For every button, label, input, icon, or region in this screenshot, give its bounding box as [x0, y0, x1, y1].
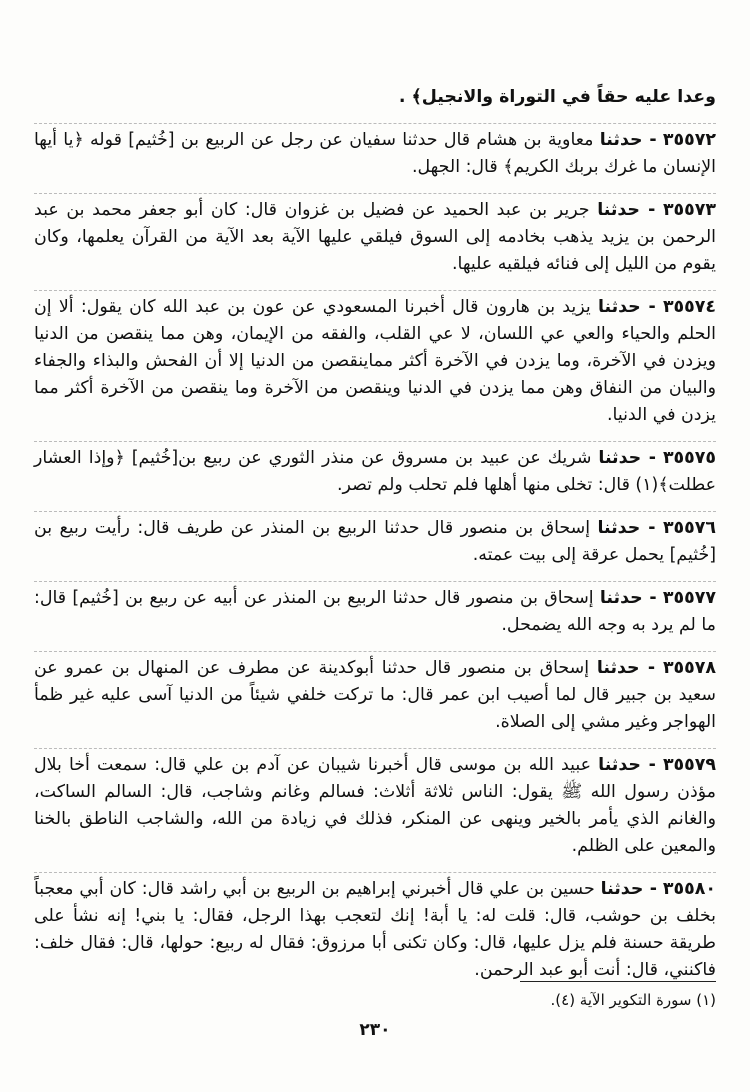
hadith-paragraph: [34, 749, 716, 873]
hadith-lead: - حدثنا: [599, 588, 657, 608]
hadith-paragraph: [34, 582, 716, 652]
hadith-paragraph: [34, 442, 716, 512]
hadith-lead: - حدثنا: [597, 200, 656, 220]
hadith-lead: - حدثنا: [599, 130, 657, 150]
hadith-text: شريك عن عبيد بن مسروق عن منذر الثوري عن ربيع بن[خُثيم] ﴿وإذا العشار عطلت﴾(١) قال: تخلى منها أهلها فلم تحلب ولم تصر.: [34, 448, 716, 495]
hadith-text: معاوية بن هشام قال حدثنا سفيان عن رجل عن الربيع بن [خُثيم] قوله ﴿يا أيها الإنسان ما غرك بربك الكريم﴾ قال: الجهل.: [34, 130, 716, 177]
hadith-lead: - حدثنا: [598, 755, 656, 775]
hadith-text: إسحاق بن منصور قال حدثنا أبوكدينة عن مطرف عن المنهال بن عمرو عن سعيد بن جبير قال لما أصيب ابن عمر قال: ما تركت خلفي شيئاً من الدنيا آسى عليه غير ظمأ الهواجر وغير مشي إلى الصلاة.: [34, 658, 716, 732]
hadith-number: ٣٥٥٧٤: [662, 297, 717, 317]
hadith-text: إسحاق بن منصور قال حدثنا الربيع بن المنذر عن طريف قال: رأيت ربيع بن [خُثيم] يحمل عرقة إلى بيت عمته.: [34, 518, 716, 565]
hadith-text: جرير بن عبد الحميد عن فضيل بن غزوان قال: كان أبو جعفر محمد بن عبد الرحمن بن يزيد يذهب بخادمه إلى السوق فيلقي عليها الآية بعد الآية من القرآن يعلمها، وكان يقوم من الليل إلى فنائه فيلقيه عليها.: [34, 200, 716, 274]
hadith-number: ٣٥٥٧٣: [662, 200, 717, 220]
hadith-lead: - حدثنا: [600, 879, 657, 899]
hadith-text: إسحاق بن منصور قال حدثنا الربيع بن المنذر عن أبيه عن ربيع بن [خُثيم] قال: ما لم يرد به وجه الله يضمحل.: [34, 588, 716, 635]
hadith-paragraph: [34, 291, 716, 442]
main-text: [34, 84, 716, 996]
hadith-number: ٣٥٥٧٨: [662, 658, 717, 678]
hadith-paragraph: [34, 512, 716, 582]
footnote: (١) سورة التكوير الآية (٤).: [550, 991, 716, 1009]
hadith-number: ٣٥٥٧٧: [662, 588, 716, 608]
hadith-lead: - حدثنا: [597, 518, 656, 538]
hadith-lead: - حدثنا: [597, 297, 656, 317]
hadith-number: ٣٥٥٨٠: [662, 879, 716, 899]
hadith-number: ٣٥٥٧٩: [662, 755, 717, 775]
hadith-paragraph: [34, 194, 716, 291]
hadith-text: حسين بن علي قال أخبرني إبراهيم بن الربيع بن أبي راشد قال: كان أبي معجباً بخلف بن حوشب، قال: قلت له: يا أبة! إنك لتعجب بهذا الرجل، فقال: يا بني! إنه نشأ على طريقة حسنة فلم يزل عليها، قال: وكان تكنى أبا مرزوق: فقال له ربيع: حولها، قال: فقال خلف: فاكنني، قال: أنت أبو عبد الرحمن.: [34, 879, 716, 980]
hadith-lead: - حدثنا: [596, 658, 656, 678]
hadith-number: ٣٥٥٧٦: [662, 518, 717, 538]
hadith-text: يزيد بن هارون قال أخبرنا المسعودي عن عون بن عبد الله كان يقول: ألا إن الحلم والحياء والعي عي اللسان، لا عي القلب، والفقه من الإيمان، وهن مما ينقصن من الدنيا ويزدن في الآخرة، وما يزدن في الآخرة أكثر مماينقصن من الدنيا إلا أن الفحش والبذاء والجفاء والبيان من النفاق وهن مما يزدن في الدنيا وينقصن من الآخرة وما ينقصن من الآخرة أكثر مما يزدن في الدنيا.: [34, 297, 716, 425]
hadith-paragraph: [34, 873, 716, 996]
hadith-paragraph: [34, 652, 716, 749]
footnote-divider: [520, 981, 716, 982]
hadith-paragraph: [34, 124, 716, 194]
paragraph-text: وعدا عليه حقاً في التوراة والانجيل﴾ .: [398, 87, 716, 107]
paragraph-continuation: [34, 84, 716, 124]
hadith-number: ٣٥٥٧٢: [662, 130, 716, 150]
page-number: ٢٣٠: [359, 1020, 391, 1040]
hadith-number: ٣٥٥٧٥: [662, 448, 717, 468]
hadith-lead: - حدثنا: [598, 448, 656, 468]
hadith-text: عبيد الله بن موسى قال أخبرنا شيبان عن آدم بن علي قال: سمعت أخا بلال مؤذن رسول الله ﷺ يقول: الناس ثلاثة أثلاث: فسالم وغانم وشاجب، قال: السالم الساكت، والغانم الذي يأمر بالخير وينهى عن المنكر، فذلك في زيادة من الله، والشاجب الناطق بالخنا والمعين على الظلم.: [34, 755, 716, 856]
